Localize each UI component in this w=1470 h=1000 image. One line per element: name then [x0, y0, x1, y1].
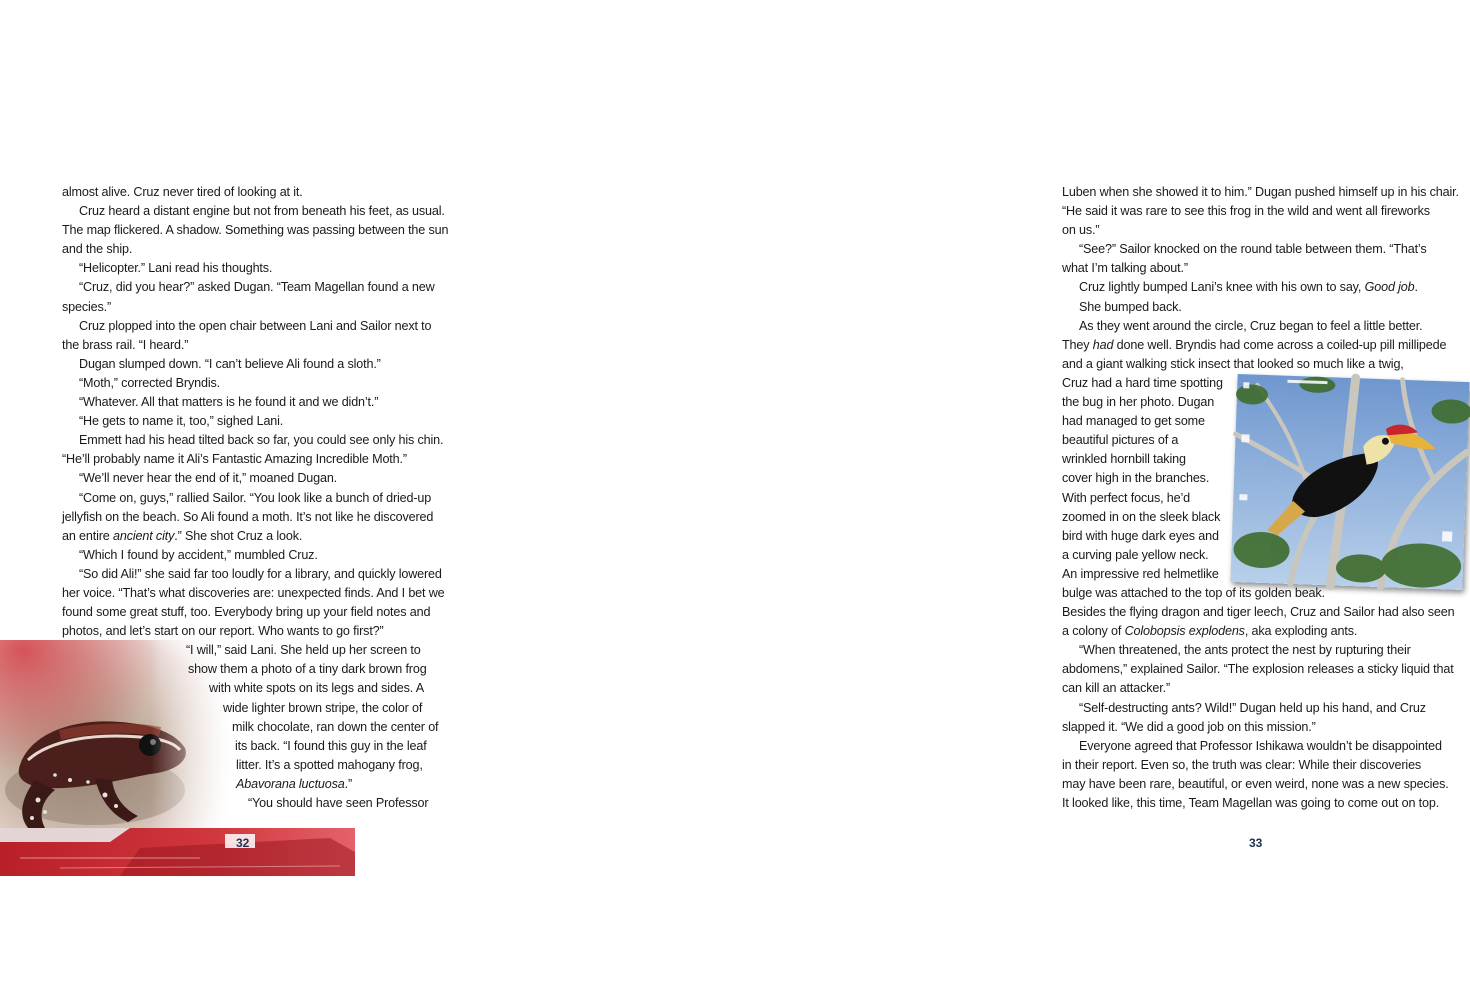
text-run: “Which I found by accident,” mumbled Cruz.	[79, 547, 318, 562]
text-run: Luben when she showed it to him.” Dugan pushed himself up in his chair.	[1062, 185, 1459, 199]
italic-text: had	[1092, 337, 1114, 352]
text-run: with white spots on its legs and sides. A	[209, 681, 425, 696]
text-run: “Cruz, did you hear?” asked Dugan. “Team Magellan found a new	[79, 280, 435, 295]
text-line	[62, 374, 442, 393]
text-run: beautiful pictures of a	[1062, 433, 1179, 448]
text-line	[62, 489, 442, 508]
text-run: “When threatened, the ants protect the nest by rupturing their	[1079, 643, 1411, 658]
text-run: a curving pale yellow neck.	[1062, 547, 1209, 562]
right-page	[500, 0, 1459, 1000]
text-run: almost alive. Cruz never tired of looking at it.	[62, 185, 303, 199]
text-line	[62, 469, 442, 488]
text-line	[1062, 336, 1447, 355]
text-line	[1062, 298, 1447, 317]
text-line	[62, 317, 442, 336]
text-run: “Self-destructing ants? Wild!” Dugan held up his hand, and Cruz	[1079, 700, 1426, 715]
text-line	[62, 221, 449, 240]
text-line	[62, 183, 442, 202]
text-line	[62, 431, 442, 450]
text-run: “So did Ali!” she said far too loudly for a library, and quickly lowered	[79, 566, 442, 581]
text-run: done well. Bryndis had come across a coiled-up pill millipede	[1113, 337, 1447, 352]
text-line	[1062, 603, 1455, 622]
text-run: An impressive red helmetlike	[1062, 566, 1219, 581]
text-run: It looked like, this time, Team Magellan was going to come out on top.	[1062, 796, 1440, 810]
text-run: what I’m talking about.”	[1062, 261, 1188, 276]
text-line	[62, 240, 442, 259]
text-run: and the ship.	[62, 242, 133, 257]
page-number: 32	[236, 836, 250, 850]
text-run: litter. It’s a spotted mahogany frog,	[236, 757, 423, 772]
text-line	[62, 699, 442, 718]
text-run: “Come on, guys,” rallied Sailor. “You look like a bunch of dried-up	[79, 490, 432, 505]
text-run: a colony of	[1062, 624, 1125, 639]
text-run: The map flickered. A shadow. Something was passing between the sun	[62, 223, 449, 238]
text-line	[1062, 737, 1447, 756]
text-line	[62, 527, 442, 546]
text-run: bird with huge dark eyes and	[1062, 528, 1219, 543]
text-line	[62, 508, 442, 527]
text-line	[62, 641, 442, 660]
text-line	[62, 565, 442, 584]
text-line	[1062, 699, 1447, 718]
text-run: .”	[344, 776, 353, 791]
text-line	[1062, 679, 1447, 698]
text-run: .” She shot Cruz a look.	[174, 528, 303, 543]
text-line	[62, 259, 442, 278]
text-line	[62, 298, 442, 317]
text-run: “Whatever. All that matters is he found it and we didn’t.”	[79, 395, 379, 410]
text-run: its back. “I found this guy in the leaf	[235, 738, 427, 753]
text-run: photos, and let’s start on our report. Who wants to go first?”	[62, 624, 384, 639]
text-run: As they went around the circle, Cruz began to feel a little better.	[1079, 318, 1423, 333]
text-run: Emmett had his head tilted back so far, you could see only his chin.	[79, 433, 444, 448]
text-run: jellyfish on the beach. So Ali found a moth. It’s not like he discovered	[62, 509, 434, 524]
text-line	[1062, 202, 1447, 221]
text-line	[62, 546, 442, 565]
text-run: “Helicopter.” Lani read his thoughts.	[79, 261, 273, 276]
text-run: “He gets to name it, too,” sighed Lani.	[79, 414, 284, 429]
text-run: “You should have seen Professor	[248, 796, 429, 810]
text-run: With perfect focus, he’d	[1062, 490, 1190, 505]
hornbill-photo	[1230, 374, 1469, 590]
text-line	[1062, 794, 1447, 813]
text-run: show them a photo of a tiny dark brown frog	[188, 662, 427, 677]
text-run: cover high in the branches.	[1062, 471, 1210, 486]
text-line	[62, 278, 442, 297]
text-run: “He said it was rare to see this frog in the wild and went all fireworks	[1062, 204, 1430, 219]
text-run: They	[1062, 337, 1093, 352]
text-line	[1062, 718, 1447, 737]
italic-text: Colobopsis explodens	[1124, 624, 1245, 639]
text-line	[62, 794, 442, 813]
text-run: Everyone agreed that Professor Ishikawa wouldn’t be disappointed	[1079, 738, 1442, 753]
text-run: Cruz plopped into the open chair between Lani and Sailor next to	[79, 318, 432, 333]
text-line	[1062, 240, 1447, 259]
text-run: her voice. “That’s what discoveries are: unexpected finds. And I bet we	[62, 585, 445, 600]
text-run: wide lighter brown stripe, the color of	[223, 700, 423, 715]
text-line	[62, 450, 442, 469]
text-run: on us.”	[1062, 223, 1100, 238]
text-line	[62, 775, 442, 794]
text-line	[62, 603, 442, 622]
text-run: milk chocolate, ran down the center of	[232, 719, 439, 734]
text-run: “I will,” said Lani. She held up her screen to	[186, 643, 421, 658]
text-run: “Moth,” corrected Bryndis.	[79, 375, 220, 390]
text-line	[1062, 756, 1447, 775]
text-line	[62, 756, 442, 775]
text-run: “We’ll never hear the end of it,” moaned Dugan.	[79, 471, 338, 486]
text-run: Cruz had a hard time spotting	[1062, 375, 1223, 390]
italic-text: Abavorana luctuosa	[236, 776, 345, 791]
text-run: Cruz heard a distant engine but not from beneath his feet, as usual.	[79, 204, 445, 219]
text-line	[62, 584, 445, 603]
text-line	[1062, 660, 1454, 679]
text-run: zoomed in on the sleek black	[1062, 509, 1221, 524]
text-run: .	[1414, 280, 1418, 295]
text-run: slapped it. “We did a good job on this mission.”	[1062, 719, 1316, 734]
text-run: species.”	[62, 299, 112, 314]
text-run: “He’ll probably name it Ali’s Fantastic Amazing Incredible Moth.”	[62, 452, 407, 467]
text-line	[62, 718, 442, 737]
italic-text: ancient city	[113, 528, 175, 543]
text-line	[1062, 622, 1447, 641]
text-run: an entire	[62, 528, 114, 543]
left-body-text	[62, 183, 449, 813]
text-line	[62, 412, 442, 431]
text-line	[1062, 278, 1447, 297]
text-run: in their report. Even so, the truth was clear: While their discoveries	[1062, 757, 1422, 772]
text-run: She bumped back.	[1079, 299, 1182, 314]
text-line	[62, 202, 445, 221]
text-run: the brass rail. “I heard.”	[62, 337, 189, 352]
text-run: Besides the flying dragon and tiger leech, Cruz and Sailor had also seen	[1062, 605, 1455, 620]
text-line	[1062, 221, 1447, 240]
text-line	[1062, 259, 1447, 278]
text-run: bulge was attached to the top of its golden beak.	[1062, 585, 1325, 600]
text-run: abdomens,” explained Sailor. “The explosion releases a sticky liquid that	[1062, 662, 1454, 677]
text-run: , aka exploding ants.	[1244, 624, 1358, 639]
text-run: can kill an attacker.”	[1062, 681, 1170, 696]
text-line	[62, 679, 442, 698]
text-run: the bug in her photo. Dugan	[1062, 395, 1215, 410]
text-line	[62, 622, 442, 641]
text-line	[62, 393, 442, 412]
text-line	[62, 355, 442, 374]
text-line	[62, 660, 442, 679]
page-number: 33	[1249, 836, 1263, 850]
text-line	[1062, 183, 1459, 202]
text-run: found some great stuff, too. Everybody bring up your field notes and	[62, 605, 431, 620]
text-run: wrinkled hornbill taking	[1062, 452, 1186, 467]
text-line	[62, 336, 442, 355]
text-line	[62, 737, 442, 756]
text-run: “See?” Sailor knocked on the round table between them. “That’s	[1079, 242, 1427, 257]
text-line	[1062, 317, 1447, 336]
left-page	[0, 0, 500, 1000]
decorative-red-band	[0, 828, 355, 876]
text-line	[1062, 355, 1447, 374]
text-run: Cruz lightly bumped Lani’s knee with his own to say,	[1079, 280, 1365, 295]
text-run: may have been rare, beautiful, or even weird, none was a new species.	[1062, 776, 1449, 791]
text-run: and a giant walking stick insect that looked so much like a twig,	[1062, 356, 1404, 371]
text-line	[1062, 641, 1447, 660]
text-line	[1062, 775, 1447, 794]
text-run: had managed to get some	[1062, 414, 1205, 429]
text-run: Dugan slumped down. “I can’t believe Ali found a sloth.”	[79, 356, 381, 371]
italic-text: Good job	[1364, 280, 1415, 295]
